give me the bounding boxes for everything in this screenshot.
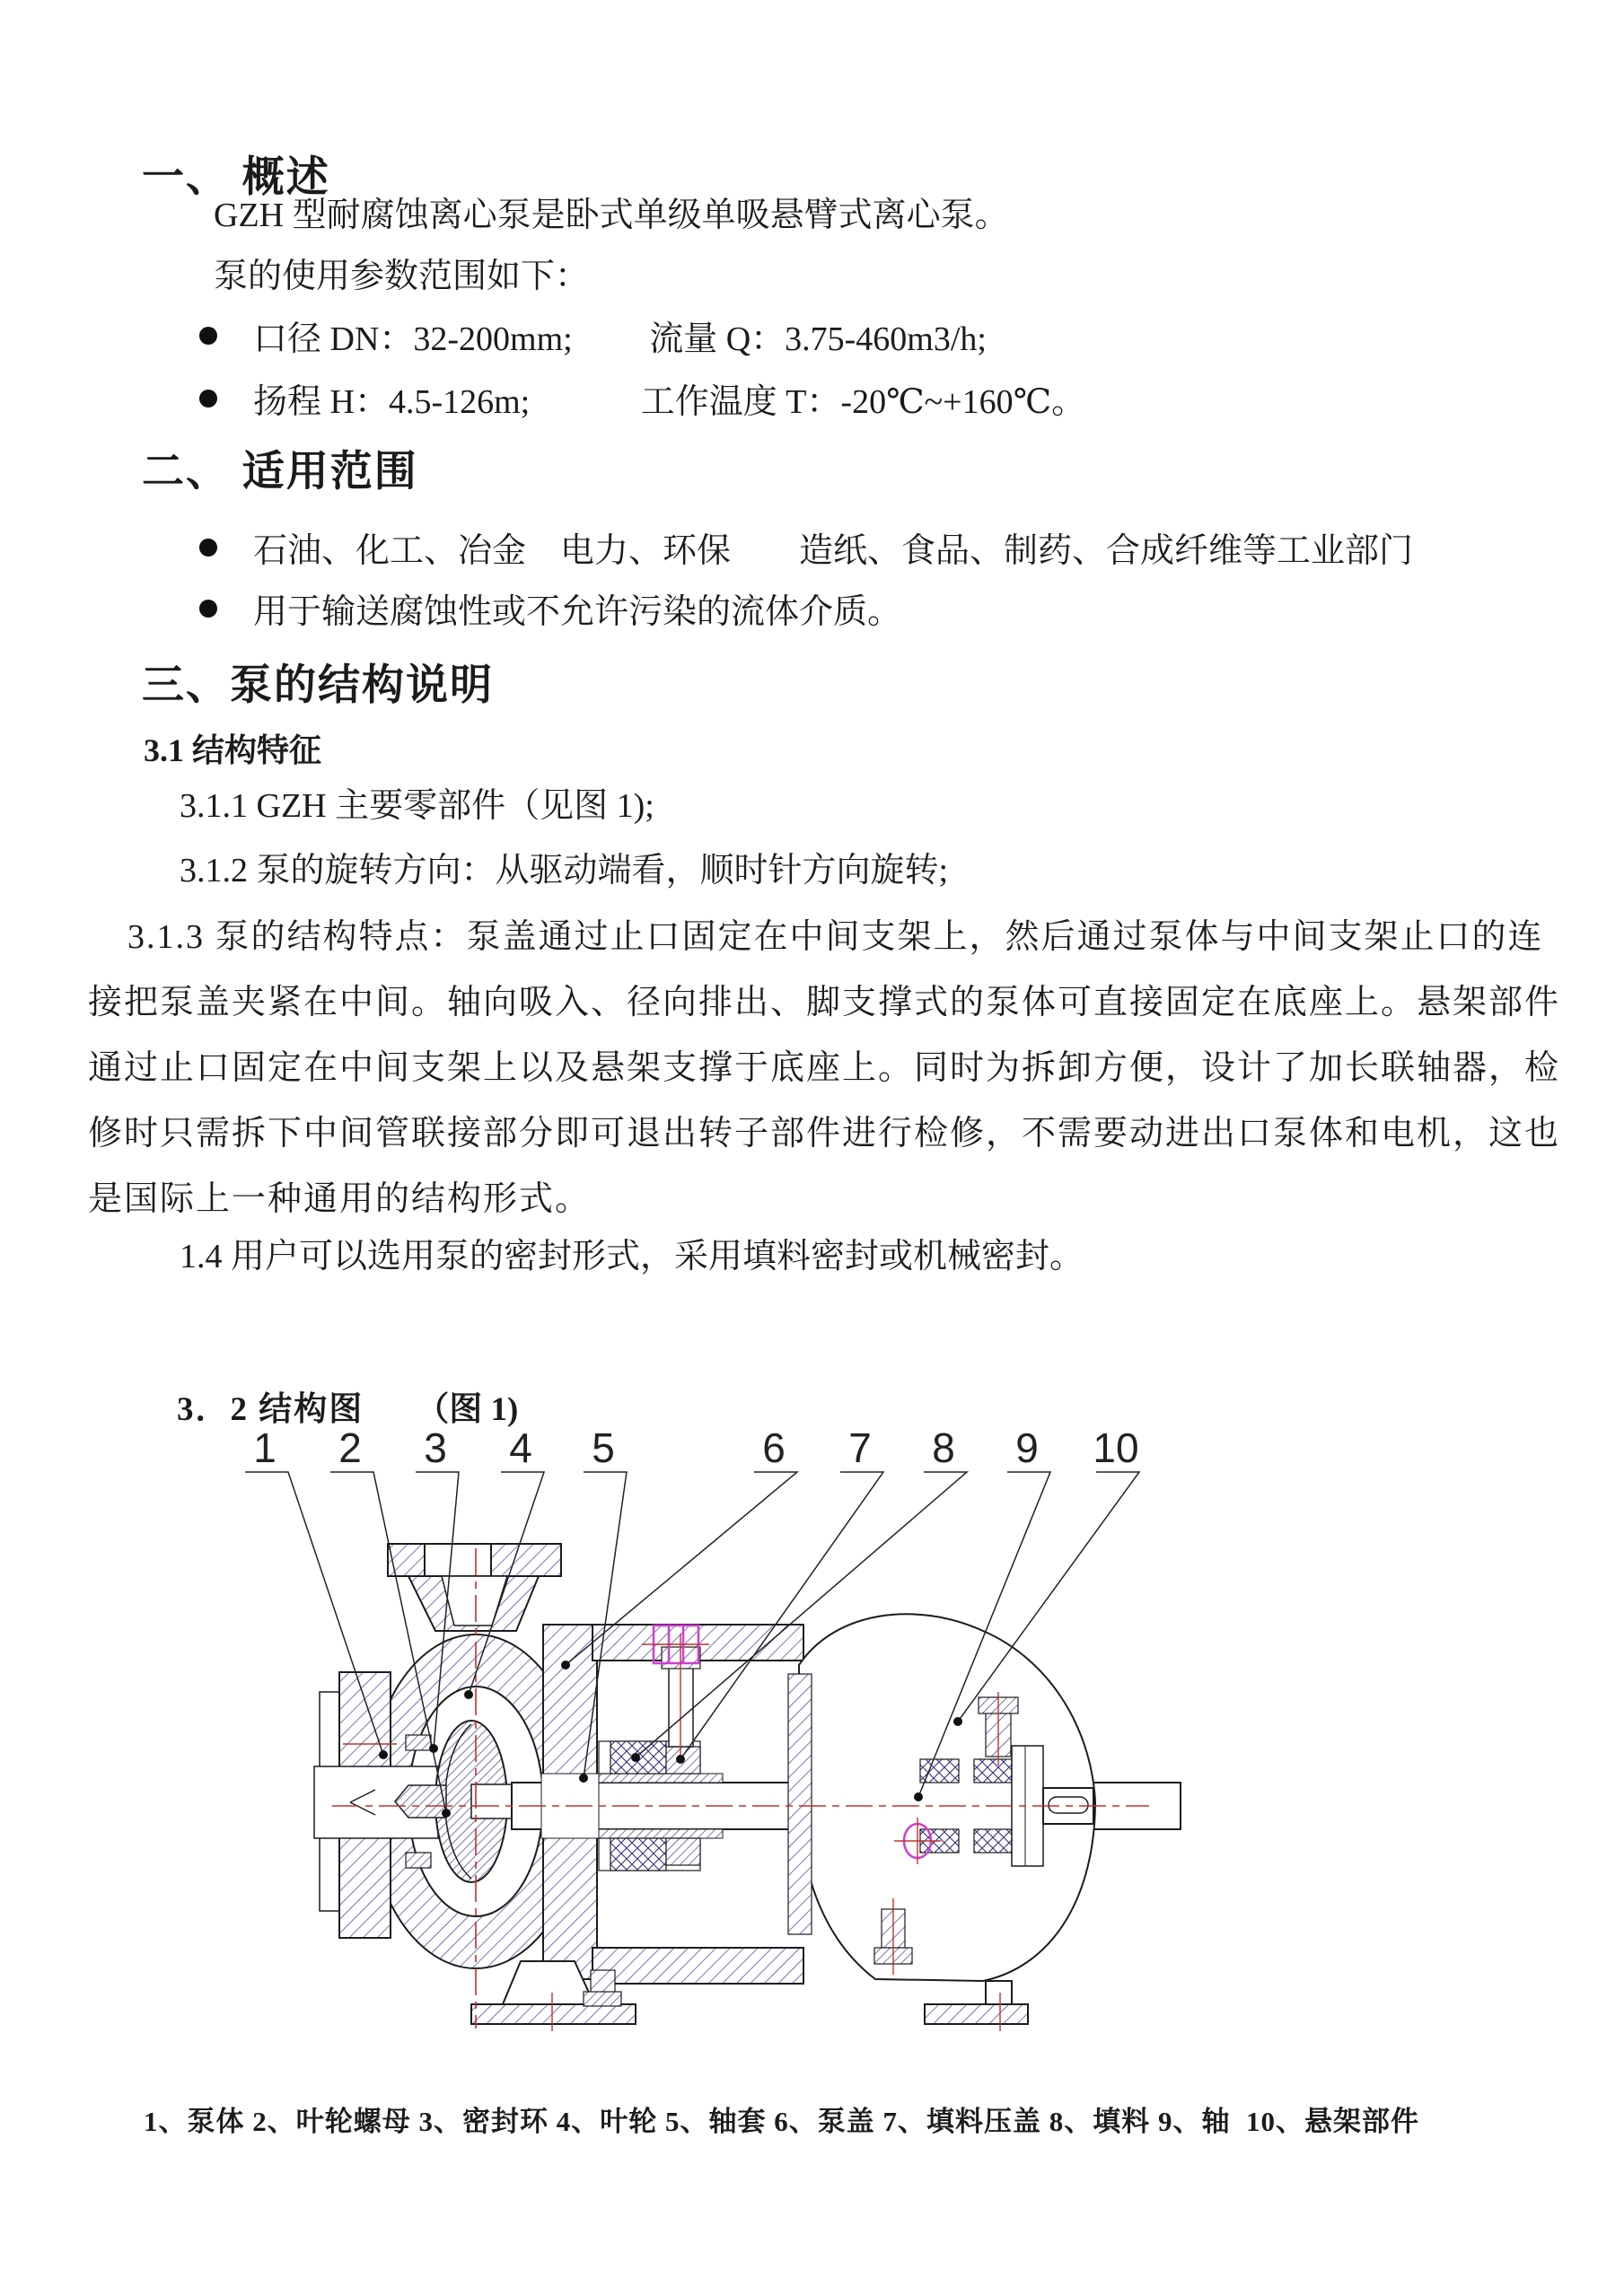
- figure-1-pump-cross-section-diagram: [206, 1396, 1454, 2091]
- callout-number: 2: [338, 1424, 362, 1471]
- keyway-shape: [1049, 1797, 1088, 1813]
- scope-bullet-media: [199, 583, 901, 633]
- subsection-title-3-1: 3.1 结构特征: [144, 732, 322, 768]
- callout-number: 1: [253, 1424, 277, 1471]
- bullet-text: 用于输送腐蚀性或不允许污染的流体介质。: [253, 593, 902, 631]
- paragraph-line: 接把泵盖夹紧在中间。轴向吸入、径向排出、脚支撑式的泵体可直接固定在底座上。悬架部件: [88, 984, 1561, 1021]
- section-heading-scope: 二、 适用范围: [142, 449, 418, 495]
- section-heading-overview: 一、 概述: [142, 154, 330, 201]
- paragraph-1-4: 1.4 用户可以选用泵的密封形式，采用填料密封或机械密封。: [180, 1238, 1084, 1275]
- left-foot-shape: [471, 1961, 636, 2024]
- paragraph-line: 3.1.3 泵的结构特点：泵盖通过止口固定在中间支架上，然后通过泵体与中间支架止口的连: [127, 918, 1544, 956]
- section-heading-structure: 三、泵的结构说明: [142, 662, 494, 709]
- bullet-dot-icon: [199, 539, 217, 556]
- callout-number: 3: [424, 1424, 447, 1471]
- bullet-dot-icon: [199, 600, 217, 618]
- paragraph-line: 是国际上一种通用的结构形式。: [88, 1180, 592, 1218]
- right-foot-shape: [925, 1981, 1028, 2024]
- callout-number: 5: [592, 1424, 615, 1471]
- figure-ref-label: （图 1): [416, 1391, 519, 1428]
- parameter-bullet-diameter-flow: [199, 311, 987, 360]
- callout-number: 4: [509, 1424, 532, 1471]
- callout-number: 8: [932, 1424, 955, 1471]
- callout-number: 10: [1093, 1424, 1139, 1471]
- pump-drawing: [314, 1544, 1181, 2031]
- paragraph-line: 通过止口固定在中间支架上以及悬架支撑于底座上。同时为拆卸方便，设计了加长联轴器，检: [88, 1049, 1561, 1087]
- overview-paragraph-1: GZH 型耐腐蚀离心泵是卧式单级单吸悬臂式离心泵。: [214, 197, 1009, 234]
- discharge-flange-shape: [388, 1544, 561, 1631]
- callout-numbers: [253, 1424, 1138, 1471]
- callout-number: 6: [762, 1424, 786, 1471]
- paragraph-3-1-1: 3.1.1 GZH 主要零部件（见图 1);: [180, 787, 654, 825]
- bullet-text: 石油、化工、冶金 电力、环保 造纸、食品、制药、合成纤维等工业部门: [253, 532, 1414, 570]
- figure-caption: 1、泵体 2、叶轮螺母 3、密封环 4、叶轮 5、轴套 6、泵盖 7、填料压盖 8、填料 9、轴 10、悬架部件: [144, 2106, 1419, 2137]
- figure-section-label: 3．2 结构图: [177, 1391, 364, 1428]
- pump-cover-shape: [541, 1625, 599, 1979]
- parameter-bullet-head-temperature: [199, 373, 1085, 423]
- bullet-text: 口径 DN：32-200mm; 流量 Q：3.75-460m3/h;: [253, 320, 987, 358]
- paragraph-3-1-3: [88, 905, 1560, 1232]
- paragraph-line: 修时只需拆下中间管联接部分即可退出转子部件进行检修，不需要动进出口泵体和电机，这也: [88, 1115, 1561, 1152]
- overview-paragraph-2: 泵的使用参数范围如下：: [214, 258, 590, 295]
- callout-number: 7: [848, 1424, 872, 1471]
- paragraph-3-1-2: 3.1.2 泵的旋转方向：从驱动端看，顺时针方向旋转;: [180, 852, 949, 889]
- bullet-dot-icon: [199, 327, 217, 345]
- scope-bullet-industries: [199, 522, 1413, 572]
- callout-number: 9: [1015, 1424, 1039, 1471]
- bullet-text: 扬程 H：4.5-126m; 工作温度 T：-20℃~+160℃。: [253, 383, 1086, 421]
- bullet-dot-icon: [199, 390, 217, 407]
